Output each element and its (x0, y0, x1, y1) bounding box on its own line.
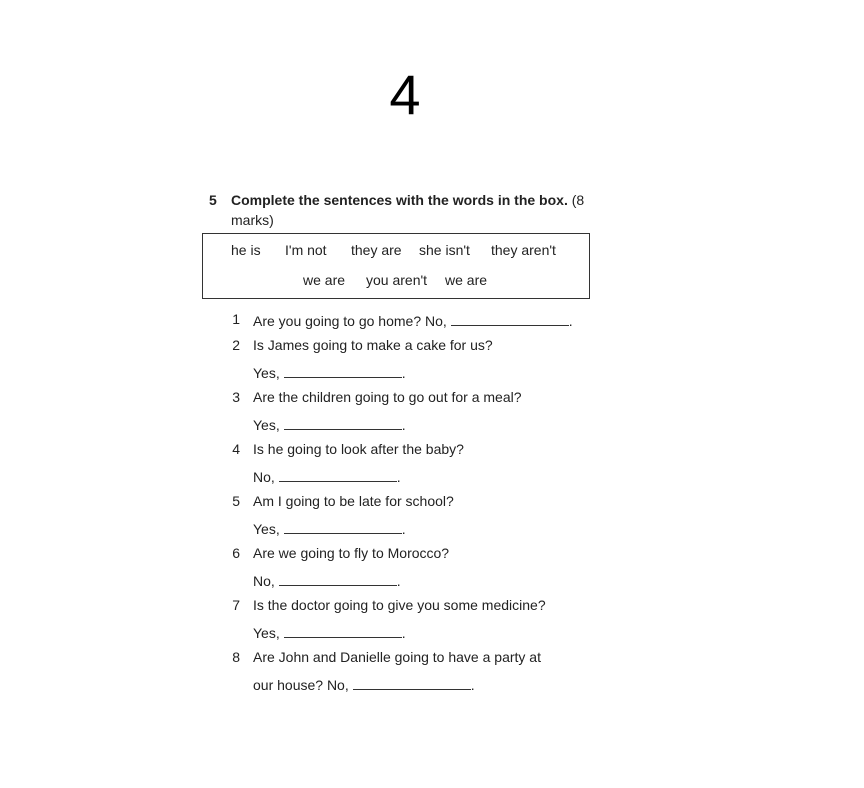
question-line-text: Is the doctor going to give you some medicine? (253, 597, 546, 613)
question-line-text: our house? No, (253, 677, 349, 693)
answer-line (253, 623, 406, 641)
question-number: 1 (232, 311, 240, 327)
instruction-marks: (8 marks) (231, 192, 585, 228)
question-line-text: Am I going to be late for school? (253, 493, 454, 509)
question-line-text: Yes, (253, 365, 280, 381)
question-text (253, 545, 449, 561)
question-line-text: Yes, (253, 417, 280, 433)
answer-blank[interactable] (284, 623, 402, 638)
period: . (396, 573, 401, 589)
exercise-number: 5 (209, 192, 217, 208)
question-text (253, 597, 546, 613)
question-text (253, 441, 464, 457)
answer-blank[interactable] (279, 467, 397, 482)
answer-line (253, 311, 573, 329)
answer-blank[interactable] (451, 311, 569, 326)
instruction-text: Complete the sentences with the words in the box. (231, 192, 568, 208)
answer-line (253, 363, 406, 381)
answer-line (253, 571, 401, 589)
question-line-text: Are the children going to go out for a meal? (253, 389, 522, 405)
word-box-item: we are (445, 272, 488, 288)
word-box-item: he is (231, 242, 261, 258)
answer-blank[interactable] (353, 675, 471, 690)
answer-line (253, 519, 406, 537)
exercise-instruction (231, 190, 591, 230)
question-number: 5 (232, 493, 240, 509)
period: . (396, 469, 401, 485)
word-box-item: they are (351, 242, 402, 258)
period: . (470, 677, 475, 693)
answer-blank[interactable] (284, 415, 402, 430)
question-number: 8 (232, 649, 240, 665)
question-line-text: Are John and Danielle going to have a party at (253, 649, 541, 665)
word-box (202, 233, 590, 299)
question-text (253, 649, 541, 665)
answer-line (253, 467, 401, 485)
word-box-item: I'm not (285, 242, 327, 258)
period: . (401, 417, 406, 433)
answer-line (253, 415, 406, 433)
question-number: 7 (232, 597, 240, 613)
question-line-text: Is James going to make a cake for us? (253, 337, 493, 353)
answer-blank[interactable] (279, 571, 397, 586)
question-line-text: Is he going to look after the baby? (253, 441, 464, 457)
question-number: 3 (232, 389, 240, 405)
answer-blank[interactable] (284, 363, 402, 378)
period: . (401, 625, 406, 641)
question-line-text: Yes, (253, 625, 280, 641)
question-number: 2 (232, 337, 240, 353)
question-line-text: No, (253, 469, 275, 485)
question-number: 4 (232, 441, 240, 457)
word-box-item: we are (303, 272, 346, 288)
question-text (253, 337, 493, 353)
question-text (253, 493, 454, 509)
period: . (401, 365, 406, 381)
question-line-text: Yes, (253, 521, 280, 537)
question-line-text: Are we going to fly to Morocco? (253, 545, 450, 561)
word-box-item: she isn't (419, 242, 470, 258)
question-number: 6 (232, 545, 240, 561)
question-text (253, 389, 522, 405)
question-line-text: Are you going to go home? No, (253, 313, 447, 329)
period: . (401, 521, 406, 537)
page-number: 4 (389, 63, 421, 126)
question-line-text: No, (253, 573, 275, 589)
period: . (568, 313, 573, 329)
answer-line (253, 675, 475, 693)
answer-blank[interactable] (284, 519, 402, 534)
word-box-item: they aren't (491, 242, 556, 258)
word-box-item: you aren't (366, 272, 428, 288)
